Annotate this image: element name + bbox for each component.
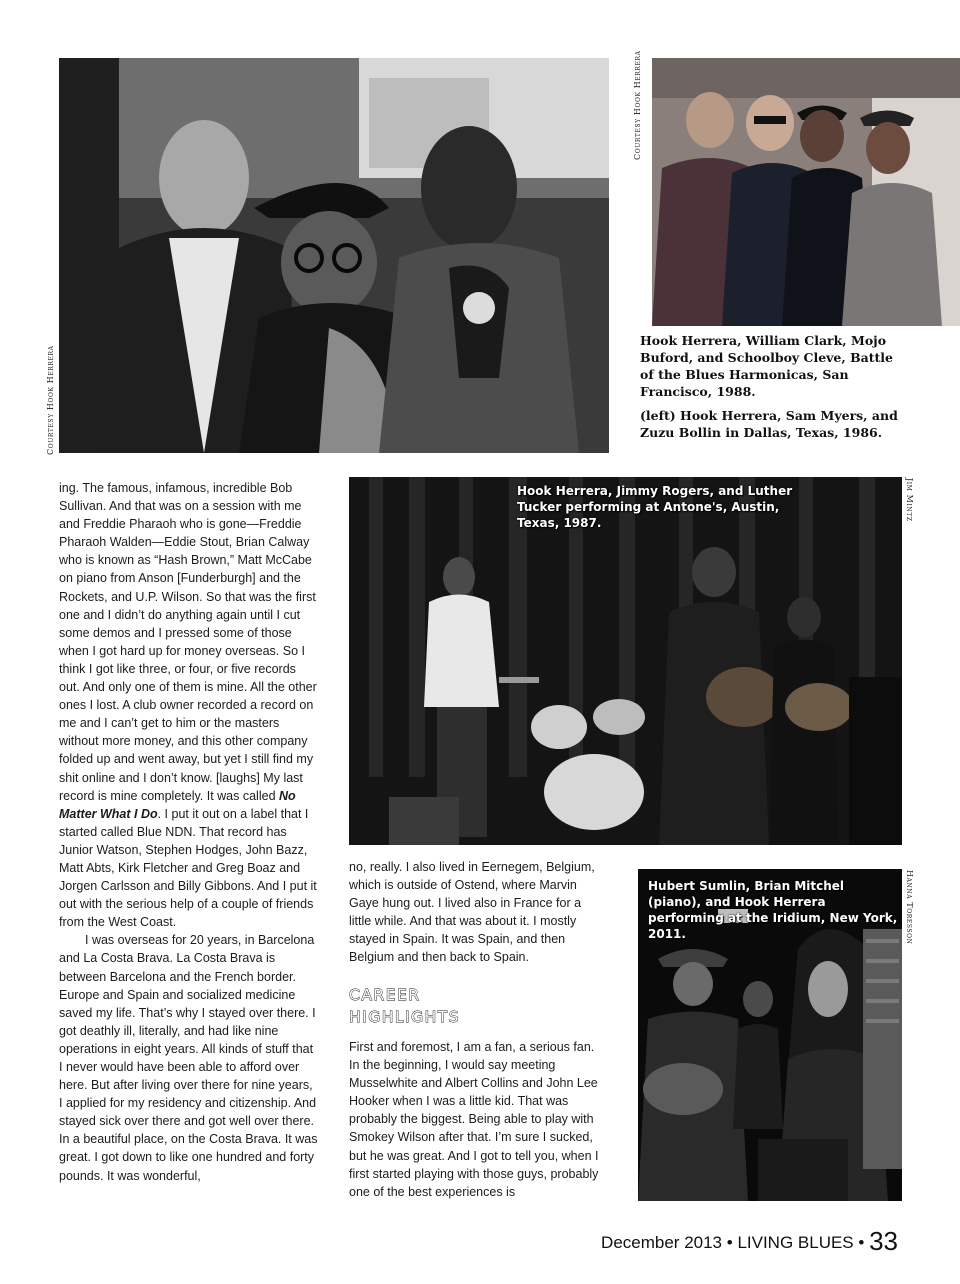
caption-herrera-myers-bollin: (left) Hook Herrera, Sam Myers, and Zuzu Bollin in Dallas, Texas, 1986. [640, 408, 898, 440]
caption-iridium-new-york: Hubert Sumlin, Brian Mitchel (piano), and Hook Herrera performing at the Iridium, New York, 2011. [648, 879, 898, 941]
article-paragraph: First and foremost, I am a fan, a serious fan. In the beginning, I would say meeting Musselwhite and Albert Collins and John Lee Hooker when I was a little kid. That was probably the biggest. Being able to play with Smokey Wilson after that. I’m sure I sucked, but he was great. And I got to tell you, when I first started playing with those guys, probably one of the best experiences is [349, 1040, 599, 1199]
photo-credit-top-right: Courtesy Hook Herrera [633, 50, 642, 160]
photo-antones-austin [349, 477, 902, 845]
footer-bullet: • [858, 1233, 865, 1252]
page-footer [601, 1226, 898, 1257]
heading-line: CAREER [349, 986, 421, 1004]
caption-antones-austin: Hook Herrera, Jimmy Rogers, and Luther Tucker performing at Antone's, Austin, Texas, 1987. [517, 484, 793, 530]
article-paragraph: I was overseas for 20 years, in Barcelona and La Costa Brava. La Costa Brava is between Barcelona and the French border. Europe and Spain and socialized medicine saved my life. That’s why I stayed over there. I got deathly ill, literally, and had like nine operations in eight years. All kinds of stuff that I never would have been able to afford over here. But after living over there for nine years, I applied for my residency and citizenship. And stayed sick over there and got well over there. In a beautiful place, on the Costa Brava. It was great. I got down to like one hundred and forty pounds. It was wonderful, [59, 933, 318, 1183]
section-heading-career-highlights [349, 984, 599, 1028]
article-column-2-continued [349, 1038, 605, 1201]
photo-credit-top-left: Courtesy Hook Herrera [46, 345, 55, 455]
photo-herrera-myers-bollin [59, 58, 609, 453]
article-paragraph [59, 479, 319, 931]
issue-date: December 2013 [601, 1233, 723, 1252]
caption-battle-of-harmonicas: Hook Herrera, William Clark, Mojo Buford, and Schoolboy Cleve, Battle of the Blues Harmonicas, San Francisco, 1988. [640, 333, 894, 399]
heading-line: HIGHLIGHTS [349, 1008, 461, 1026]
photo-credit-bottom: Hanna Toresson [905, 870, 914, 945]
paragraph-text: . I put it out on a label that I started called Blue NDN. That record has Junior Watson, Stephen Hodges, John Bazz, Matt Abts, Kirk Fletcher and Greg Boaz and Jorgen Carlsson and Billy Gibbons. And I put it out with the serious help of a couple of friends from the West Coast. [59, 806, 317, 930]
paragraph-text: ing. The famous, infamous, incredible Bob Sullivan. And that was on a session with me and Freddie Pharaoh who is gone—Freddie Pharaoh Walden—Eddie Stout, Brian Calway who is known as “Hash Brown,” Matt McCabe on piano from Anson [Funderburgh] and the Rockets, and U.P. Wilson. So that was the first one and I didn’t do anything again until I cut some demos and I pressed some of those when I got hard up for money overseas. So I think I got like three, or four, or five records out. And only one of them is mine. All the other ones I lost. A club owner recorded a record on me and I can’t get to him or the masters without more money, and this other company folded up and went away, but yet I still find my shit online and I don’t know. [laughs] My last record is mine completely. It was called [59, 481, 317, 803]
album-title: No Matter What I Do [59, 788, 296, 821]
photo-credit-middle: Jim Mintz [905, 478, 914, 522]
photo-battle-of-harmonicas [652, 58, 960, 326]
page-number: 33 [869, 1226, 898, 1256]
magazine-name: LIVING BLUES [737, 1233, 854, 1252]
article-column-1 [59, 479, 319, 1185]
footer-bullet: • [726, 1233, 733, 1252]
article-paragraph: no, really. I also lived in Eernegem, Belgium, which is outside of Ostend, where Marvin Gaye hung out. I lived also in France for a little while. And that was about it. I mostly stayed in Spain. It was Spain, and then Belgium and then back to Spain. [349, 860, 595, 965]
caption-block-top [640, 332, 902, 448]
article-column-2 [349, 858, 605, 967]
